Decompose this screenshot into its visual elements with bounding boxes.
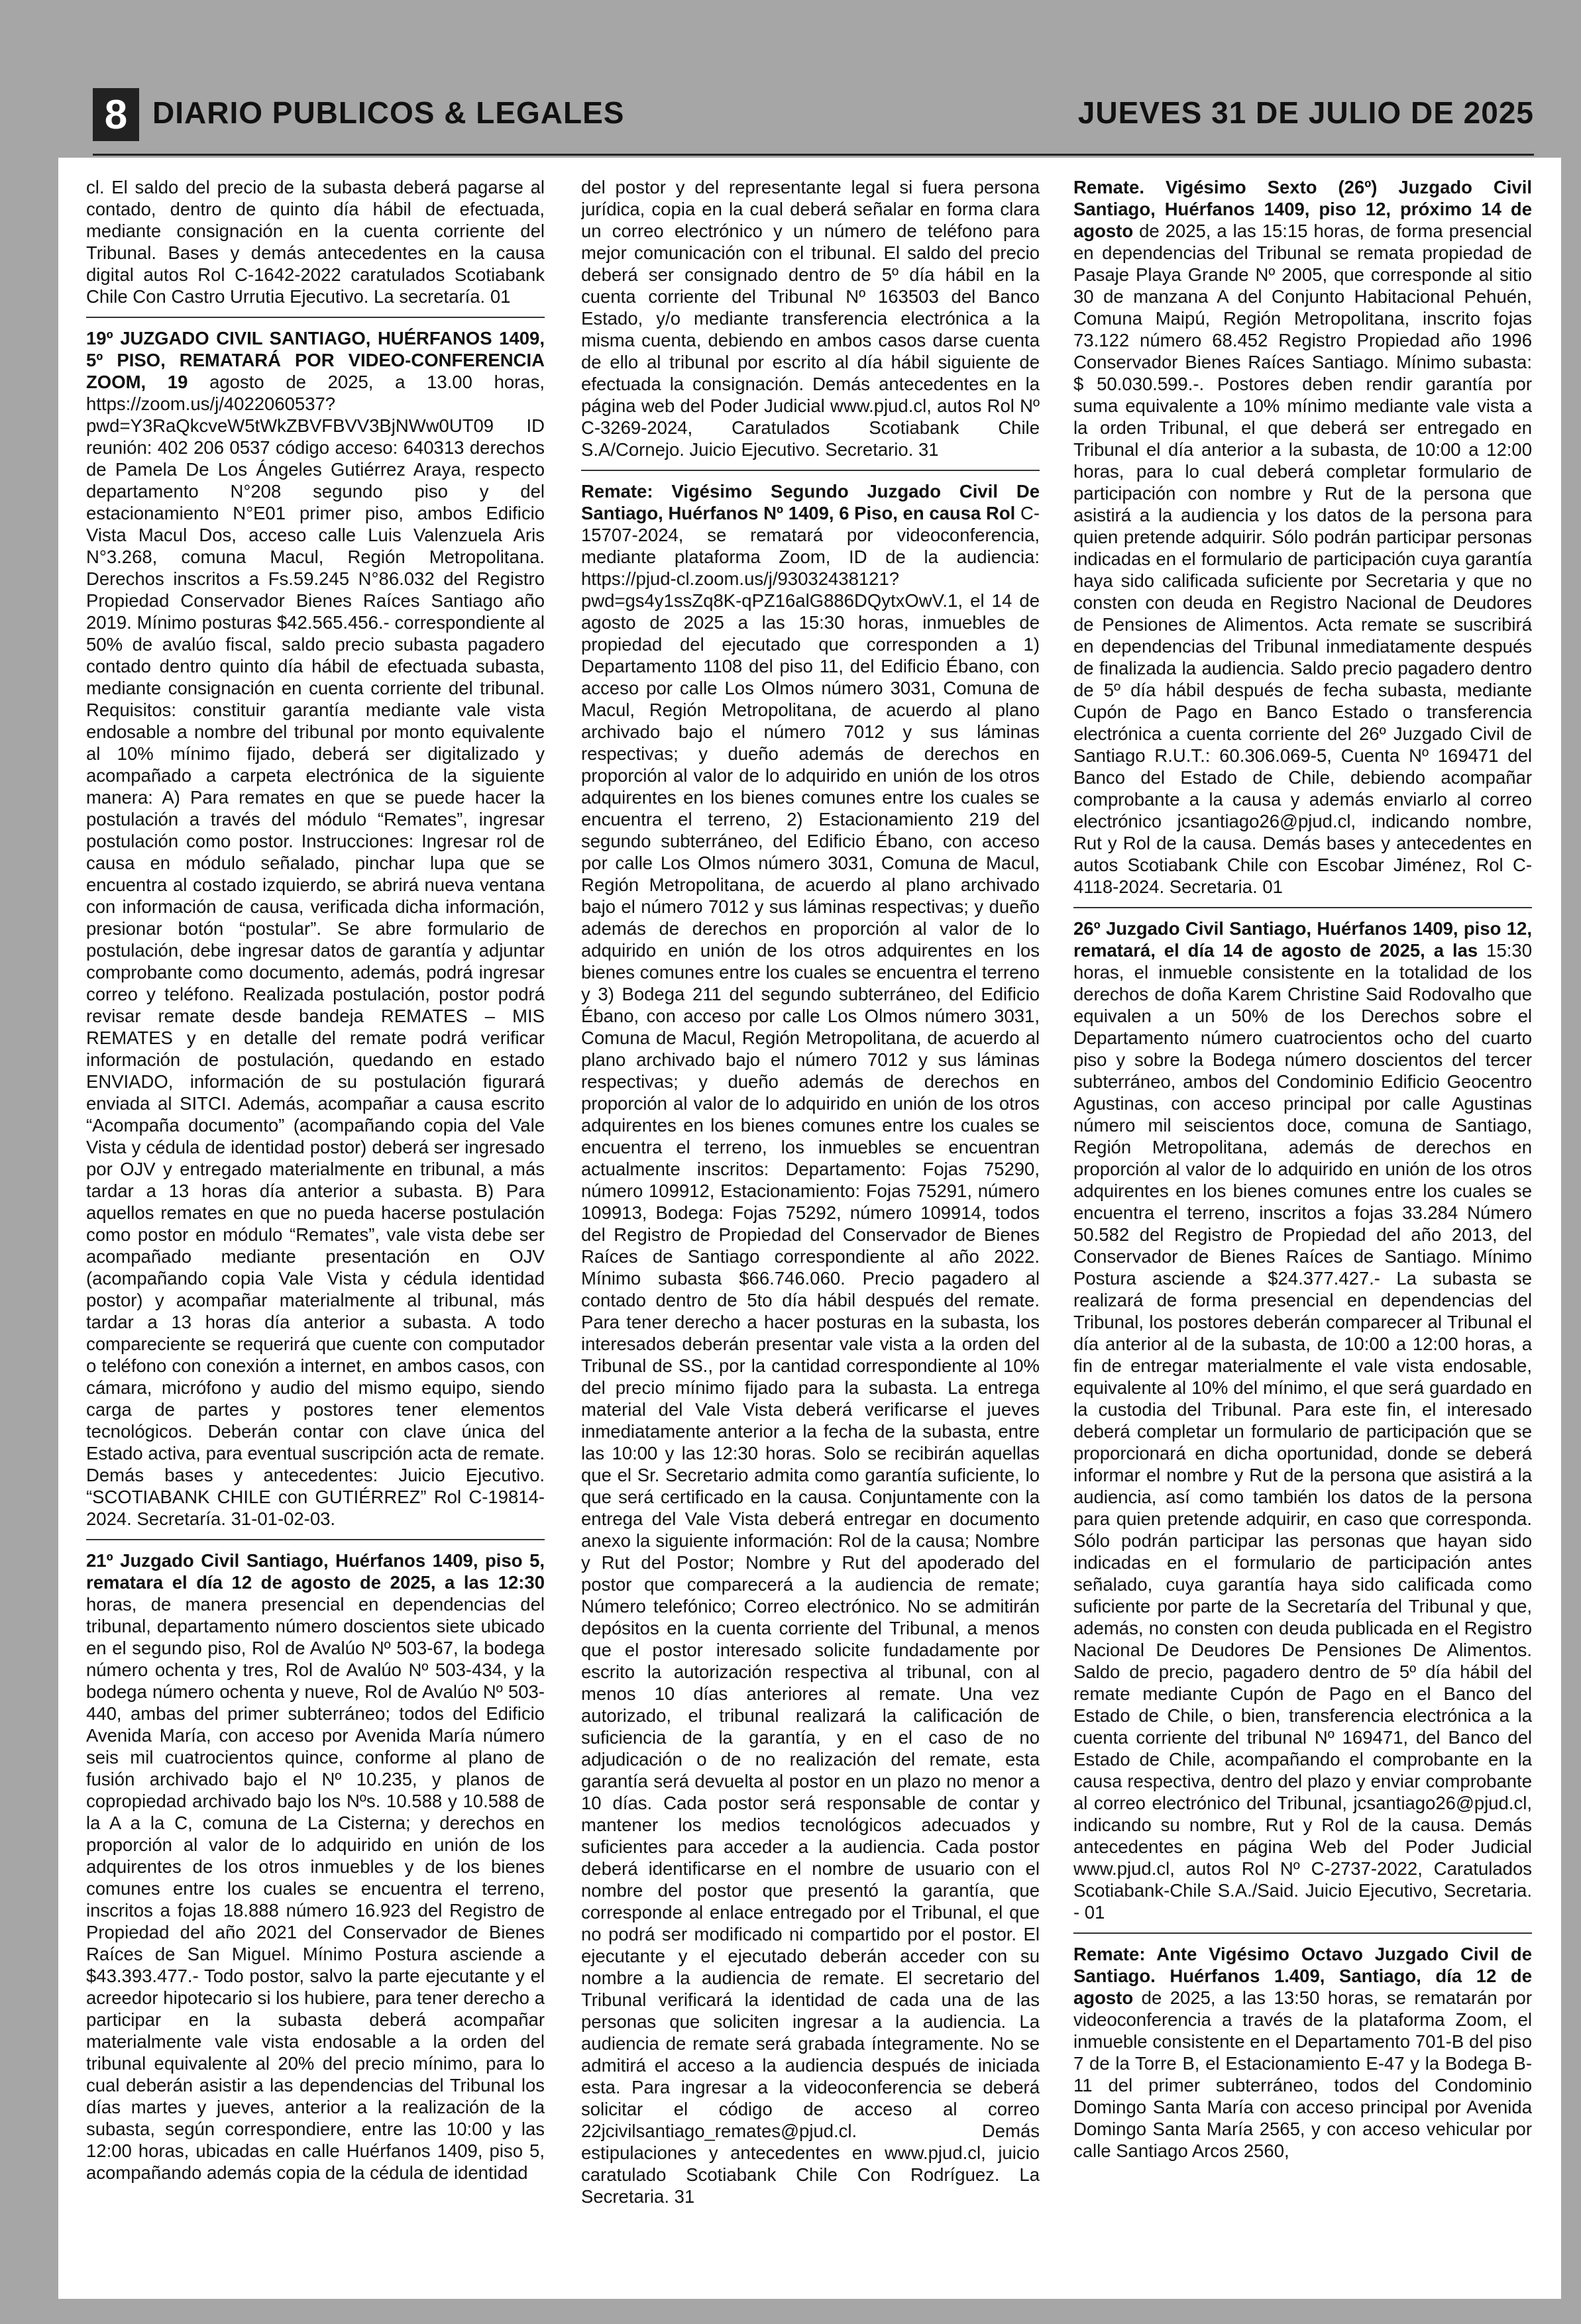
notice [1073, 176, 1532, 908]
header-rule [93, 154, 1534, 156]
notice-heading: Remate: Vigésimo Segundo Juzgado Civil De Santiago, Huérfanos Nº 1409, 6 Piso, en causa Rol [581, 481, 1040, 523]
notice [581, 480, 1040, 2217]
notice-body: agosto de 2025, a 13.00 horas, https://zoom.us/j/4022060537?pwd=Y3RaQkcveW5tWkZBVFBVV3BjNWw0UT09 ID reunión: 402 206 0537 código acceso: 640313 derechos de Pamela De Los Ángeles Gutiérrez Araya, respecto departamento N°208 segundo piso y del estacionamiento N°E01 primer piso, ambos Edificio Vista Macul Dos, acceso calle Luis Valenzuela Aris N°3.268, comuna Macul, Región Metropolitana. Derechos inscritos a Fs.59.245 N°86.032 del Registro Propiedad Conservador Bienes Raíces Santiago año 2019. Mínimo posturas $42.565.456.- correspondiente al 50% de avalúo fiscal, saldo precio subasta pagadero contado dentro quinto día hábil de efectuada subasta, mediante consignación en cuenta corriente del tribunal. Requisitos: constituir garantía mediante vale vista endosable a nombre del tribunal por monto equivalente al 10% mínimo fijado, deberá ser digitalizado y acompañado a carpeta electrónica de la siguiente manera: A) Para remates en que se puede hacer la postulación a través del módulo “Remates”, ingresar postulación como postor. Instrucciones: Ingresar rol de causa en módulo señalado, pinchar lupa que se encuentra al costado izquierdo, se abrirá nueva ventana con información de causa, verificada dicha información, presionar botón “postular”. Se abre formulario de postulación, debe ingresar datos de garantía y adjuntar comprobante como documento, además, podrá ingresar correo y teléfono. Realizada postulación, postor podrá revisar remate desde bandeja REMATES – MIS REMATES y en detalle del remate podrá verificar información de postulación, quedando en estado ENVIADO, información de su postulación figurará enviada al SITCI. Además, acompañar a causa escrito “Acompaña documento” (acompañando copia del Vale Vista y cédula de identidad postor) deberá ser ingresado por OJV y entregado materialmente en tribunal, a más tardar a 13 horas día anterior a subasta. B) Para aquellos remates en que no pueda hacerse postulación como postor en módulo “Remates”, vale vista debe ser acompañado mediante presentación en OJV (acompañando copia Vale Vista y cédula identidad postor) y acompañar materialmente al tribunal, más tardar a 13 horas día anterior a subasta. A todo compareciente se requerirá que cuente con computador o teléfono con conexión a internet, en ambos casos, con cámara, micrófono y audio del mismo equipo, siendo carga de partes y postores tener elementos tecnológicos. Deberán contar con clave única del Estado activa, para eventual suscripción acta de remate. Demás bases y antecedentes: Juicio Ejecutivo. “SCOTIABANK CHILE con GUTIÉRREZ” Rol C-19814-2024. Secretaría. 31-01-02-03. [86, 372, 545, 1529]
notice-body: de 2025, a las 15:15 horas, de forma presencial en dependencias del Tribunal se remata propiedad de Pasaje Playa Grande Nº 2005, que corresponde al sitio 30 de manzana A del Conjunto Habitacional Pehuén, Comuna Maipú, Región Metropolitana, inscrito fojas 73.122 número 68.452 Registro Propiedad año 1996 Conservador Bienes Raíces Santiago. Mínimo subasta: $ 50.030.599.-. Postores deben rendir garantía por suma equivalente a 10% mínimo mediante vale vista a la orden Tribunal, el que deberá ser entregado en Tribunal el día anterior a la subasta, de 10:00 a 12:00 horas, para lo cual deberá completar formulario de participación con nombre y Rut de la persona que asistirá a la audiencia y los datos de la persona para quien pretende adquirir. Sólo podrán participar personas indicadas en el formulario de participación cuya garantía haya sido calificada suficiente por Secretaria y que no consten con deuda en Registro Nacional de Deudores de Pensiones de Alimentos. Acta remate se suscribirá en dependencias del Tribunal inmediatamente después de finalizada la audiencia. Saldo precio pagadero dentro de 5º día hábil después de fecha subasta, mediante Cupón de Pago en Banco Estado o transferencia electrónica a cuenta corriente del 26º Juzgado Civil de Santiago R.U.T.: 60.306.069-5, Cuenta Nº 169471 del Banco del Estado de Chile, debiendo acompañar comprobante a la causa y además enviarlo al correo electrónico jcsantiago26@pjud.cl, indicando nombre, Rut y Rol de la causa. Demás bases y antecedentes en autos Scotiabank Chile con Escobar Jiménez, Rol C-4118-2024. Secretaria. 01 [1073, 221, 1532, 897]
notice [1073, 918, 1532, 1934]
notice [1073, 1943, 1532, 2171]
notice-heading: 19º JUZGADO CIVIL SANTIAGO, HUÉRFANOS 1409, 5º PISO, REMATARÁ POR VIDEO-CONFERENCIA ZOOM, 19 [86, 328, 545, 392]
page-number: 8 [93, 88, 139, 141]
notice-body: 15:30 horas, el inmueble consistente en la totalidad de los derechos de doña Karem Christine Said Rodovalho que equivalen a un 50% de los Derechos sobre el Departamento número cuatrocientos ocho del cuarto piso y sobre la Bodega número doscientos del tercer subterráneo, ambos del Condominio Edificio Geocentro Agustinas, con acceso principal por calle Agustinas número mil seiscientos doce, comuna de Santiago, Región Metropolitana, además de derechos en proporción al valor de lo adquirido en unión de los otros adquirentes en los bienes comunes entre los cuales se encuentra el terreno, inscritos a fojas 33.284 Número 50.582 del Registro de Propiedad del año 2013, del Conservador de Bienes Raíces de Santiago. Mínimo Postura asciende a $24.377.427.- La subasta se realizará de forma presencial en dependencias del Tribunal, los postores deberán comparecer al Tribunal el día anterior al de la subasta, de 10:00 a 12:00 horas, a fin de entregar materialmente el vale vista endosable, equivalente al 10% del mínimo, el que será guardado en la custodia del Tribunal. Para este fin, el interesado deberá completar un formulario de participación que se proporcionará en dicha oportunidad, donde se deberá informar el nombre y Rut de la persona que asistirá a la audiencia, así como también los datos de la persona para quien pretende adquirir, en caso que corresponda. Sólo podrán participar las personas que hayan sido indicadas en el formulario de participación antes señalado, cuya garantía haya sido calificada como suficiente por parte de la Secretaría del Tribunal y que, además, no consten con deuda publicada en el Registro Nacional De Deudores De Pensiones De Alimentos. Saldo de precio, pagadero dentro de 5º día hábil del remate mediante Cupón de Pago en el Banco del Estado de Chile, o bien, transferencia electrónica a la cuenta corriente del tribunal Nº 169471, del Banco del Estado de Chile, acompañando el comprobante en la causa respectiva, dentro del plazo y enviar comprobante al correo electrónico del Tribunal, jcsantiago26@pjud.cl, indicando su nombre, Rut y Rol de la causa. Demás antecedentes en página Web del Poder Judicial www.pjud.cl, autos Rol Nº C-2737-2022, Caratulados Scotiabank-Chile S.A./Said. Juicio Ejecutivo, Secretaria. - 01 [1073, 940, 1532, 1923]
page-header [93, 76, 1534, 156]
column-1 [86, 176, 545, 2283]
notice-heading: Remate: Ante Vigésimo Octavo Juzgado Civil de Santiago. Huérfanos 1.409, Santiago, día 12 de agosto [1073, 1944, 1532, 2008]
notice [86, 327, 545, 1540]
column-2 [581, 176, 1040, 2283]
notice-body: del postor y del representante legal si fuera persona jurídica, copia en la cual deberá señalar en forma clara un correo electrónico y un número de teléfono para mejor comunicación con el tribunal. El saldo del precio deberá ser consignado dentro de 5º día hábil en la cuenta corriente del Tribunal Nº 163503 del Banco Estado, y/o mediante transferencia electrónica a la misma cuenta, debiendo en ambos casos darse cuenta de ello al tribunal por escrito al día hábil siguiente de efectuada la consignación. Demás antecedentes en la página web del Poder Judicial www.pjud.cl, autos Rol Nº C-3269-2024, Caratulados Scotiabank Chile S.A/Cornejo. Juicio Ejecutivo. Secretario. 31 [581, 177, 1040, 460]
notice [86, 1550, 545, 2193]
notice-body: cl. El saldo del precio de la subasta deberá pagarse al contado, dentro de quinto día hábil de efectuada, mediante consignación en la cuenta corriente del Tribunal. Bases y demás antecedentes en la causa digital autos Rol C-1642-2022 caratulados Scotiabank Chile Con Castro Urrutia Ejecutivo. La secretaría. 01 [86, 177, 545, 307]
notice-body: de 2025, a las 13:50 horas, se rematarán por videoconferencia a través de la plataforma Zoom, el inmueble consistente en el Departamento 701-B del piso 7 de la Torre B, el Estacionamiento E-47 y la Bodega B-11 del primer subterráneo, todos del Condominio Domingo Santa María con acceso principal por Avenida Domingo Santa María 2565, y con acceso vehicular por calle Santiago Arcos 2560, [1073, 1987, 1532, 2161]
notice-heading: Remate. Vigésimo Sexto (26º) Juzgado Civil Santiago, Huérfanos 1409, piso 12, próximo 14 de agosto [1073, 177, 1532, 241]
column-3 [1073, 176, 1532, 2283]
notice-heading: 26º Juzgado Civil Santiago, Huérfanos 1409, piso 12, rematará, el día 14 de agosto de 2025, a las [1073, 918, 1532, 961]
publication-name: DIARIO PUBLICOS & LEGALES [152, 95, 625, 130]
notice-heading: 21º Juzgado Civil Santiago, Huérfanos 1409, piso 5, rematara el día 12 de agosto de 2025, a las 12:30 [86, 1550, 545, 1593]
notice-body: C-15707-2024, se rematará por videoconferencia, mediante plataforma Zoom, ID de la audiencia: https://pjud-cl.zoom.us/j/93032438121?pwd=gs4y1ssZq8K-qPZ16alG886DQytxOwV.1, el 14 de agosto de 2025 a las 15:30 horas, inmuebles de propiedad del ejecutado que corresponden a 1) Departamento 1108 del piso 11, del Edificio Ébano, con acceso por calle Los Olmos número 3031, Comuna de Macul, Región Metropolitana, de acuerdo al plano archivado bajo el número 7012 y sus láminas respectivas; y dueño además de derechos en proporción al valor de lo adquirido en unión de los otros adquirentes en los bienes comunes entre los cuales se encuentra el terreno, 2) Estacionamiento 219 del segundo subterráneo, del Edificio Ébano, con acceso por calle Los Olmos número 3031, Comuna de Macul, Región Metropolitana, de acuerdo al plano archivado bajo el número 7012 y sus láminas respectivas; y dueño además de derechos en proporción al valor de lo adquirido en unión de los otros adquirentes en los bienes comunes entre los cuales se encuentra el terreno y 3) Bodega 211 del segundo subterráneo, del Edificio Ébano, con acceso por calle Los Olmos número 3031, Comuna de Macul, Región Metropolitana, de acuerdo al plano archivado bajo el número 7012 y sus láminas respectivas; y dueño además de derechos en proporción al valor de lo adquirido en unión de los otros adquirentes en los bienes comunes entre los cuales se encuentra el terreno, los inmuebles se encuentran actualmente inscritos: Departamento: Fojas 75290, número 109912, Estacionamiento: Fojas 75291, número 109913, Bodega: Fojas 75292, número 109914, todos del Registro de Propiedad del Conservador de Bienes Raíces de Santiago correspondiente al año 2022. Mínimo subasta $66.746.060. Precio pagadero al contado dentro de 5to día hábil después del remate. Para tener derecho a hacer posturas en la subasta, los interesados deberán presentar vale vista a la orden del Tribunal de SS., por la cantidad correspondiente al 10% del precio mínimo fijado para la subasta. La entrega material del Vale Vista deberá verificarse el jueves inmediatamente anterior a la fecha de la subasta, entre las 10:00 y las 12:30 horas. Solo se recibirán aquellas que el Sr. Secretario admita como garantía suficiente, lo que será certificado en la causa. Conjuntamente con la entrega del Vale Vista deberá entregar en documento anexo la siguiente información: Rol de la causa; Nombre y Rut del Postor; Nombre y Rut del apoderado del postor que comparecerá a la audiencia de remate; Número telefónico; Correo electrónico. No se admitirán depósitos en la cuenta corriente del Tribunal, a menos que el postor interesado solicite fundadamente por escrito la autorización respectiva al tribunal, con al menos 10 días anteriores al remate. Una vez autorizado, el tribunal realizará la calificación de suficiencia de la garantía, y en el caso de no adjudicación o de no realización del remate, esta garantía será devuelta al postor en un plazo no menor a 10 días. Cada postor será responsable de contar y mantener los medios tecnológicos adecuados y suficientes para acceder a la audiencia. Cada postor deberá identificarse en el nombre de usuario con el nombre del postor que presentó la garantía, que corresponde al enlace entregado por el Tribunal, el que no podrá ser modificado ni compartido por el postor. El ejecutante y el ejecutado deberán acceder con su nombre a la audiencia de remate. El secretario del Tribunal verificará la identidad de cada una de las personas que soliciten ingresar a la audiencia. La audiencia de remate será grabada íntegramente. No se admitirá el acceso a la audiencia después de iniciada esta. Para ingresar a la videoconferencia se deberá solicitar el código de acceso al correo 22jcivilsantiago_remates@pjud.cl. Demás estipulaciones y antecedentes en www.pjud.cl, juicio caratulado Scotiabank Chile Con Rodríguez. La Secretaria. 31 [581, 503, 1040, 2207]
notice [581, 176, 1040, 471]
notice-body: horas, de manera presencial en dependencias del tribunal, departamento número doscientos siete ubicado en el segundo piso, Rol de Avalúo Nº 503-67, la bodega número ochenta y tres, Rol de Avalúo Nº 503-434, y la bodega número ochenta y nueve, Rol de Avalúo Nº 503-440, ambas del primer subterráneo; todos del Edificio Avenida María, con acceso por Avenida María número seis mil cuatrocientos quince, conforme al plano de fusión archivado bajo el Nº 10.235, y planos de copropiedad archivado bajo los Nºs. 10.588 y 10.588 de la A a la C, comuna de La Cisterna; y derechos en proporción al valor de lo adquirido en unión de los adquirentes de los otros inmuebles y de los bienes comunes entre los cuales se encuentra el terreno, inscritos a fojas 18.888 número 16.923 del Registro de Propiedad del año 2021 del Conservador de Bienes Raíces de San Miguel. Mínimo Postura asciende a $43.393.477.- Todo postor, salvo la parte ejecutante y el acreedor hipotecario si los hubiere, para tener derecho a participar en la subasta deberá acompañar materialmente vale vista endosable a la orden del tribunal equivalente al 20% del precio mínimo, para lo cual deberán asistir a las dependencias del Tribunal los días martes y jueves, anterior a la realización de la subasta, según correspondiere, entre las 10:00 y las 12:00 horas, ubicadas en calle Huérfanos 1409, piso 5, acompañando además copia de la cédula de identidad [86, 1594, 545, 2183]
publication-date: JUEVES 31 DE JULIO DE 2025 [1077, 95, 1534, 130]
page-body [58, 158, 1561, 2299]
notice [86, 176, 545, 318]
